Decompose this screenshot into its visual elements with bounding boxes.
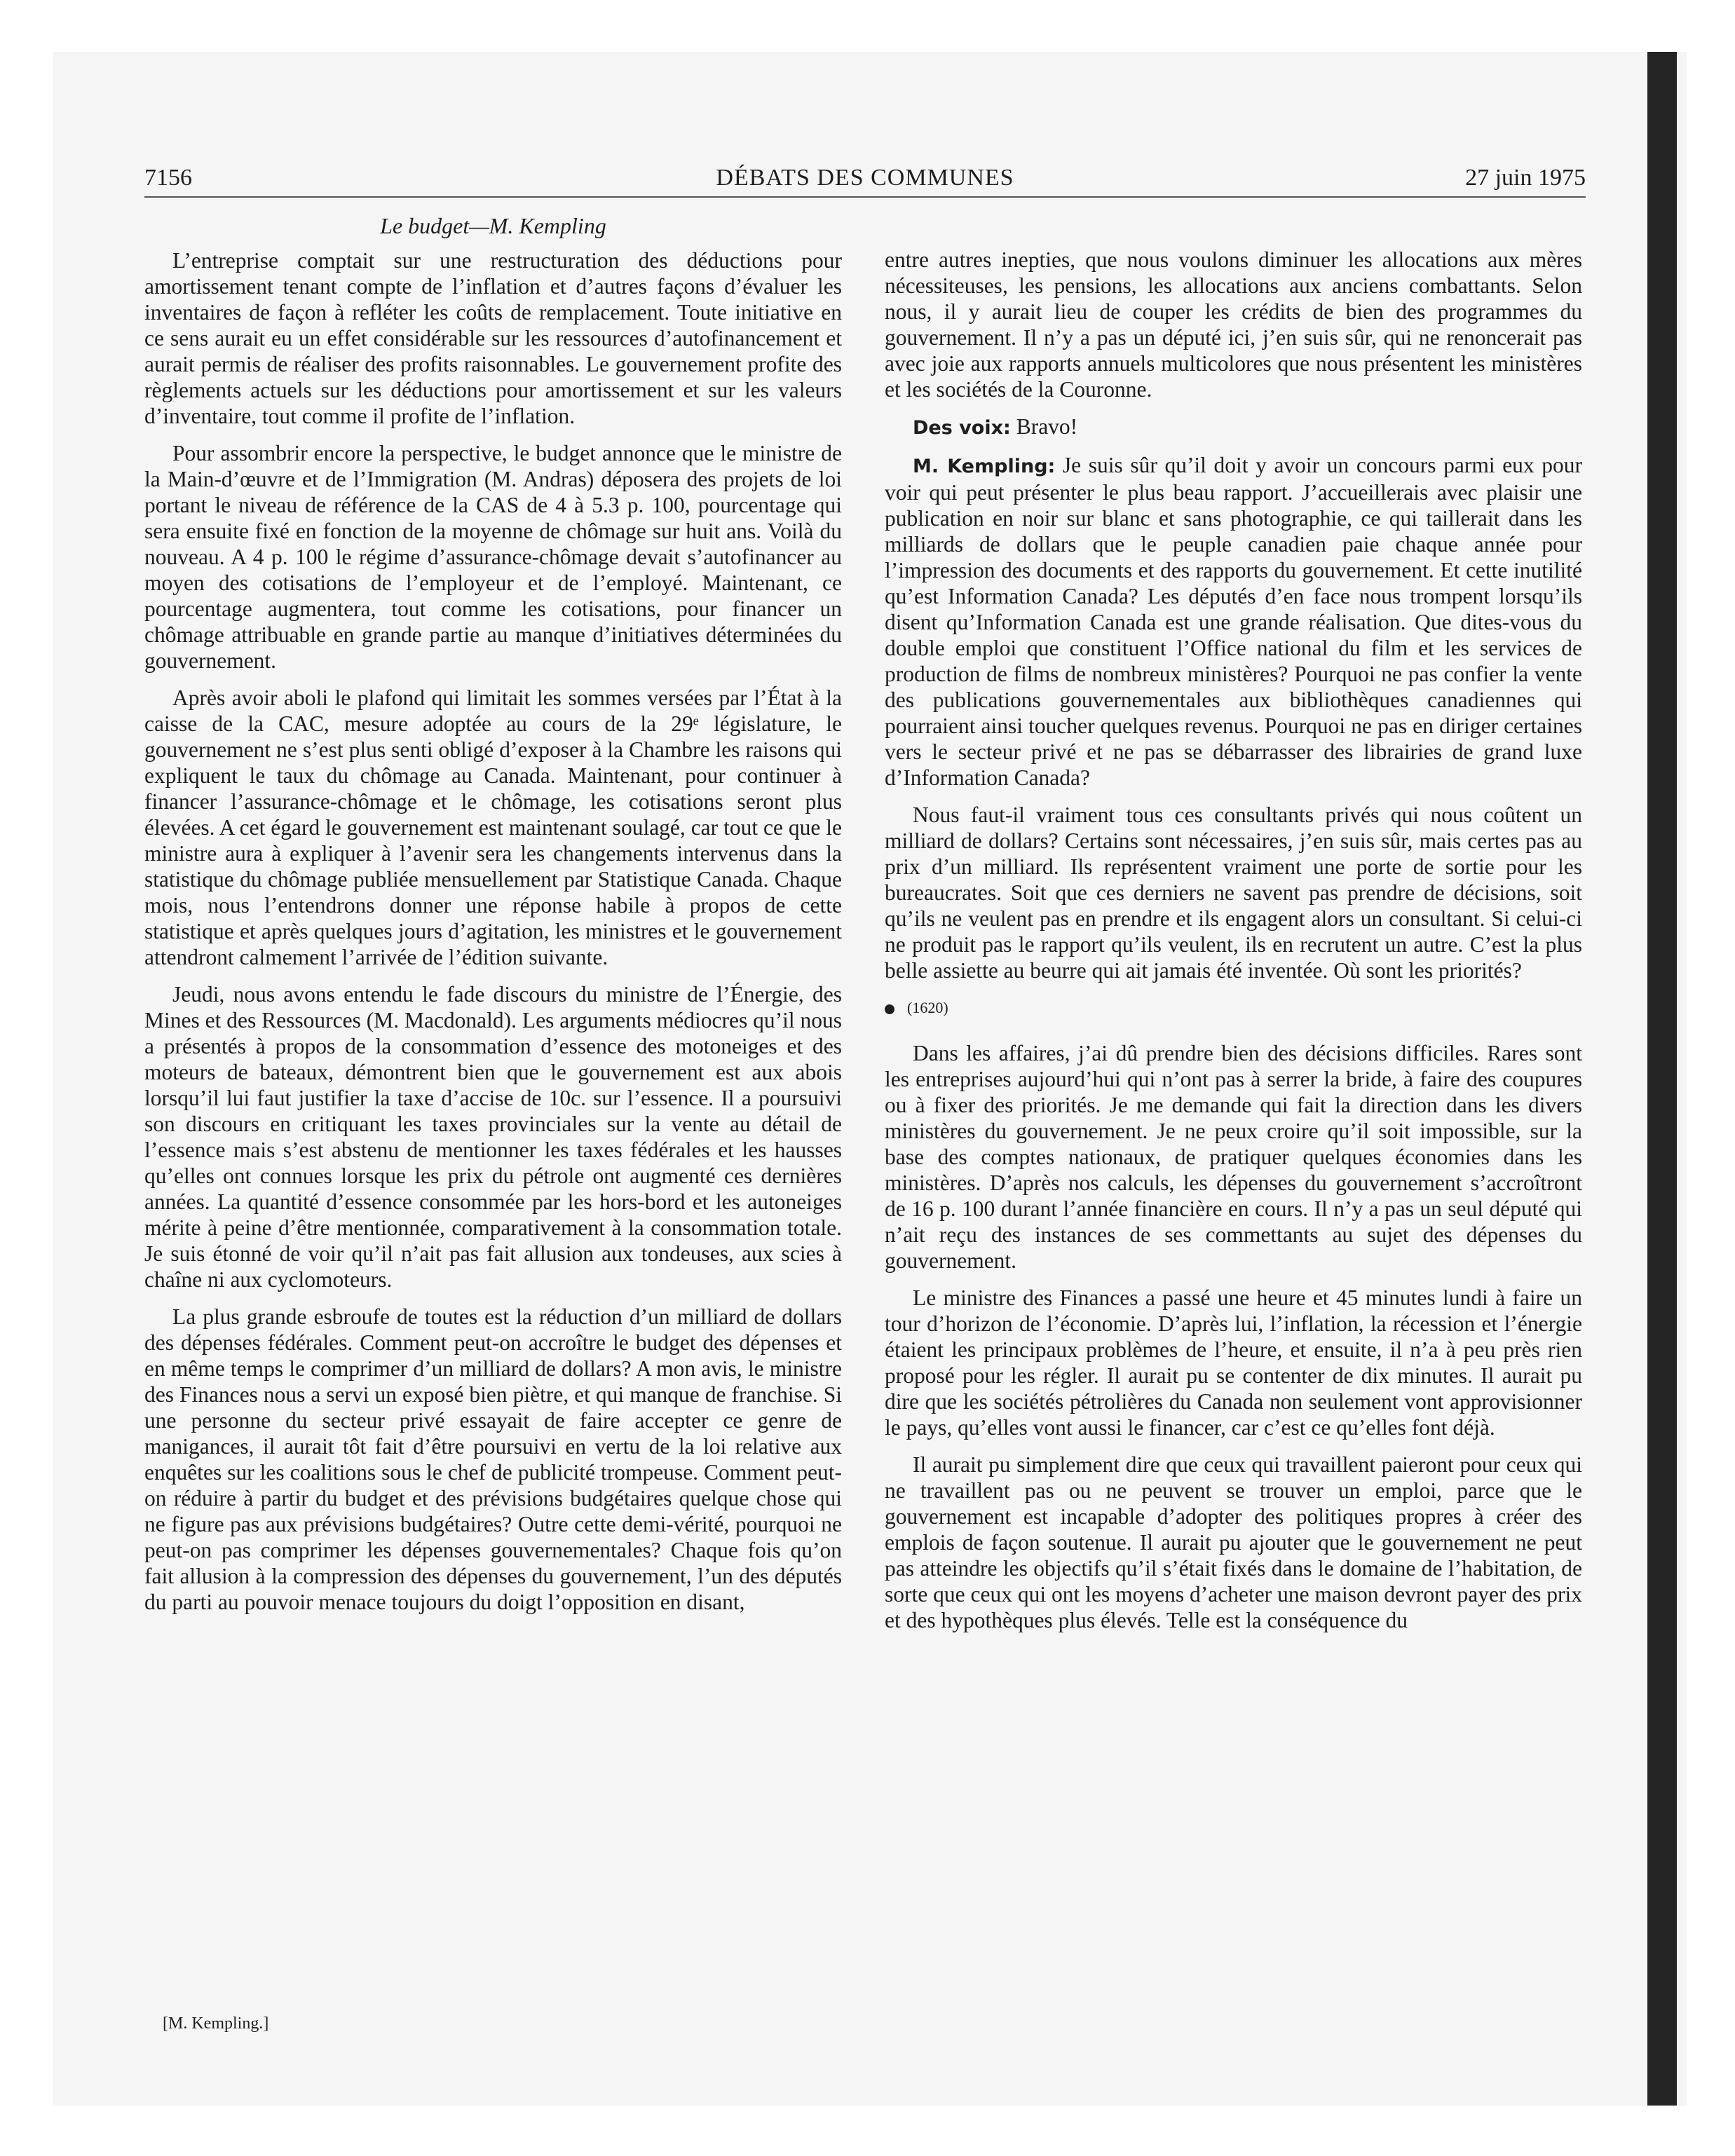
paragraph: L’entreprise comptait sur une restructuration des déductions pour amortissement tenant compte de l’inflation et d’autres façons d’évaluer les inventaires de façon à refléter les coûts de remplacement. Toute initiative en ce sens aurait eu un effet considérable sur les ressources d’autofinancement et aurait permis de réaliser des profits raisonnables. Le gouvernement profite des règlements actuels sur les déductions pour amortissement et sur les valeurs d’inventaire, tout comme il profite de l’inflation. [144,248,842,428]
scan-edge-bar [1647,52,1677,2106]
time-marker [885,995,1582,1021]
right-column [885,247,1582,1644]
paragraph: Le ministre des Finances a passé une heure et 45 minutes lundi à faire un tour d’horizon de l’économie. D’après lui, l’inflation, la récession et l’énergie étaient les principaux problèmes de l’heure, et ensuite, il n’a à peu près rien proposé pour les régler. Il aurait pu se contenter de dix minutes. Il aurait pu dire que les sociétés pétrolières du Canada non seulement vont approvisionner le pays, qu’elles vont aussi le financer, car c’est ce qu’elles font déjà. [885,1285,1582,1440]
paragraph: Nous faut-il vraiment tous ces consultants privés qui nous coûtent un milliard de dollars? Certains sont nécessaires, j’en suis sûr, mais certes pas au prix d’un milliard. Ils représentent vraiment une porte de sortie pour les bureaucrates. Soit que ces derniers ne savent pas prendre de décisions, soit qu’ils ne veulent pas en prendre et ils engagent alors un consultant. Si celui-ci ne produit pas le rapport qu’ils veulent, ils en recrutent un autre. C’est la plus belle assiette au beurre qui ait jamais été inventée. Où sont les priorités? [885,803,1582,983]
time-marker-text: (1620) [907,999,948,1016]
page-header [144,160,1586,198]
paragraph: Après avoir aboli le plafond qui limitait les sommes versées par l’État à la caisse de la CAC, mesure adoptée au cours de la 29ᵉ législature, le gouvernement ne s’est plus senti obligé d’exposer à la Chambre les raisons qui expliquent le taux du chômage au Canada. Maintenant, pour continuer à financer l’assurance-chômage et le chômage, les cotisations seront plus élevées. A cet égard le gouvernement est maintenant soulagé, car tout ce que le ministre aura à expliquer à l’avenir sera les changements intervenus dans la statistique du chômage publiée mensuellement par Statistique Canada. Chaque mois, nous l’entendrons donner une réponse habile à propos de cette statistique et après quelques jours d’agitation, les ministres et le gouvernement attendront calmement l’arrivée de l’édition suivante. [144,685,842,969]
speech-text: Je suis sûr qu’il doit y avoir un concours parmi eux pour voir qui peut présenter le plus beau rapport. J’accueillerais avec plaisir une publication en noir sur blanc et sans photographie, ce qui taillerait dans les milliards de dollars que le peuple canadien paie chaque année pour l’impression des documents et des rapports du gouvernement. Et cette inutilité qu’est Information Canada? Les députés d’en face nous trompent lorsqu’ils disent qu’Information Canada est une grande réalisation. Que dites-vous du double emploi que constituent l’Office national du film et les services de production de films de nombreux ministères? Pourquoi ne pas confier la vente des publications gouvernementales aux bibliothèques canadiennes qui pourraient ainsi toucher quelques revenus. Pourquoi ne pas en diriger certaines vers le secteur privé et ne pas se débarrasser des librairies de grand luxe d’Information Canada? [885,453,1583,790]
running-title: Le budget—M. Kempling [380,213,606,238]
paragraph: La plus grande esbroufe de toutes est la réduction d’un milliard de dollars des dépenses fédérales. Comment peut-on accroître le budget des dépenses et en même temps le comprimer d’un milliard de dollars? A mon avis, le ministre des Finances nous a servi un exposé bien piètre, et qui manque de franchise. Si une personne du secteur privé essayait de faire accepter ce genre de manigances, il aurait tôt fait d’être poursuivi en vertu de la loi relative aux enquêtes sur les coalitions sous le chef de publicité trompeuse. Comment peut-on réduire à partir du budget et des prévisions budgétaires quelque chose qui ne figure pas aux prévisions budgétaires? Outre cette demi-vérité, pourquoi ne peut-on pas comprimer les dépenses gouvernementales? Chaque fois qu’on fait allusion à la compression des dépenses du gouvernement, l’un des députés du parti au pouvoir menace toujours du doigt l’opposition en disant, [144,1304,842,1614]
speaker-name: Des voix: [913,417,1011,439]
paragraph: Il aurait pu simplement dire que ceux qui travaillent paieront pour ceux qui ne travaillent pas ou ne peuvent se trouver un emploi, parce que le gouvernement est incapable d’adopter des politiques propres à créer des emplois de façon soutenue. Il aurait pu ajouter que le gouvernement ne peut pas atteindre les objectifs qu’il s’était fixés dans le domaine de l’habitation, de sorte que ceux qui ont les moyens d’acheter une maison devront payer des prix et des hypothèques plus élevés. Telle est la conséquence du [885,1452,1582,1632]
speech-voices [885,414,1582,441]
page-number: 7156 [144,165,192,191]
speech-text: Bravo! [1016,414,1078,439]
journal-title: DÉBATS DES COMMUNES [716,165,1014,191]
left-column [144,213,842,1626]
paragraph: entre autres inepties, que nous voulons diminuer les allocations aux mères nécessiteuses, les pensions, les allocations aux anciens combattants. Selon nous, il y aurait lieu de couper les crédits de bien des programmes du gouvernement. Il n’y a pas un député ici, j’en suis sûr, qui ne renoncerait pas avec joie aux rapports annuels multicolores que nous présentent les ministères et les sociétés de la Couronne. [885,247,1582,402]
paragraph: Pour assombrir encore la perspective, le budget annonce que le ministre de la Main-d’œuvre et de l’Immigration (M. Andras) déposera des projets de loi portant le niveau de référence de la CAS de 4 à 5.3 p. 100, pourcentage qui sera ensuite fixé en fonction de la moyenne de chômage sur huit ans. Voilà du nouveau. A 4 p. 100 le régime d’assurance-chômage devait s’autofinancer au moyen des cotisations de l’employeur et de l’employé. Maintenant, ce pourcentage augmentera, tout comme les cotisations, pour financer un chômage attribuable en grande partie au manque d’initiatives déterminées du gouvernement. [144,441,842,673]
speaker-name: M. Kempling: [913,456,1056,477]
paragraph: Dans les affaires, j’ai dû prendre bien des décisions difficiles. Rares sont les entreprises aujourd’hui qui n’ont pas à serrer la bride, à faire des coupures ou à fixer des priorités. Je me demande qui fait la direction dans les divers ministères du gouvernement. Je ne peux croire qu’il soit impossible, sur la base des comptes nationaux, de pratiquer quelques économies dans les ministères. D’après nos calculs, les dépenses du gouvernement s’accroîtront de 16 p. 100 durant l’année financière en cours. Il n’y a pas un seul député qui n’ait reçu des instances de ses commettants au sujet des dépenses du gouvernement. [885,1041,1582,1273]
page-date: 27 juin 1975 [1465,165,1586,191]
paragraph: Jeudi, nous avons entendu le fade discours du ministre de l’Énergie, des Mines et des Ressources (M. Macdonald). Les arguments médiocres qu’il nous a présentés à propos de la consommation d’essence des motoneiges et des moteurs de bateaux, démontrent bien que le gouvernement est aux abois lorsqu’il lui faut justifier la taxe d’accise de 10c. sur l’essence. Il a poursuivi son discours en critiquant les taxes provinciales sur la vente au détail de l’essence mais s’est abstenu de mentionner les taxes fédérales et les hausses qu’elles ont connues lorsque les prix du pétrole ont augmenté ces dernières années. La quantité d’essence consommée par les hors-bord et les autoneiges mérite à peine d’être mentionnée, comparativement à la consommation totale. Je suis étonné de voir qu’il n’ait pas fait allusion aux tondeuses, aux scies à chaîne ni aux cyclomoteurs. [144,982,842,1292]
bullet-dot-icon [885,1004,894,1014]
footer-speaker: [M. Kempling.] [163,2014,269,2033]
speech-kempling [885,452,1582,791]
